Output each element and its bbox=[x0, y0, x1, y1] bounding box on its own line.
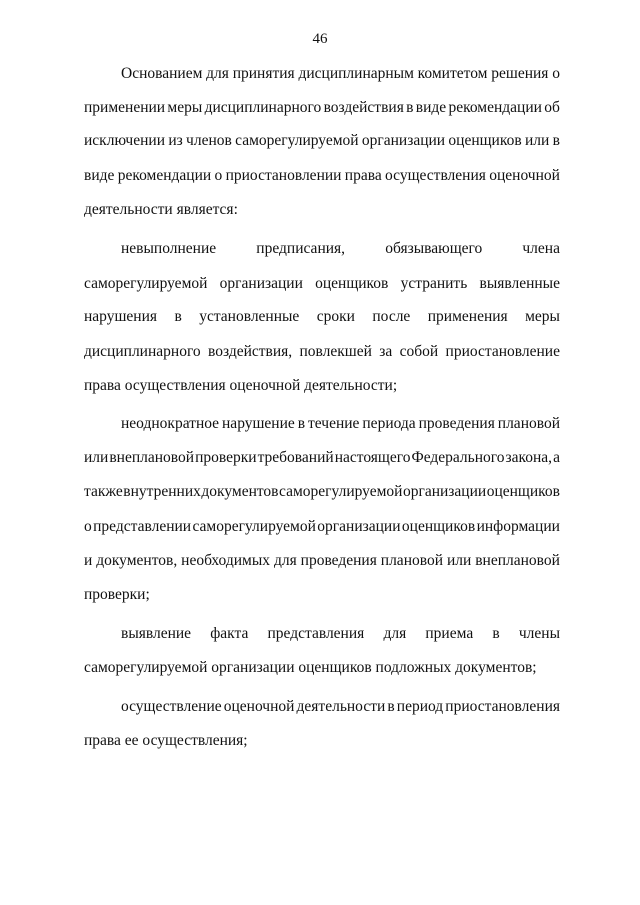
text-line: невыполнение предписания, обязывающего члена bbox=[121, 240, 560, 257]
text-line: о представлении саморегулируемой организации оценщиков информации bbox=[84, 518, 560, 535]
text-line: права осуществления оценочной деятельности; bbox=[84, 377, 398, 394]
text-line: выявление факта представления для приема в члены bbox=[121, 625, 560, 642]
text-line: проверки; bbox=[84, 586, 150, 603]
text-line: дисциплинарного воздействия, повлекшей за собой приостановление bbox=[84, 343, 560, 360]
text-line: саморегулируемой организации оценщиков подложных документов; bbox=[84, 659, 537, 676]
text-line: деятельности является: bbox=[84, 201, 238, 218]
text-line: саморегулируемой организации оценщиков устранить выявленные bbox=[84, 275, 560, 292]
text-line: и документов, необходимых для проведения плановой или внеплановой bbox=[84, 552, 560, 569]
text-line: или внеплановой проверки требований настоящего Федерального закона, а bbox=[84, 449, 560, 466]
text-line: исключении из членов саморегулируемой организации оценщиков или в bbox=[84, 132, 560, 149]
text-line: применении меры дисциплинарного воздействия в виде рекомендации об bbox=[84, 99, 560, 116]
text-line: права ее осуществления; bbox=[84, 732, 248, 749]
text-line: осуществление оценочной деятельности в период приостановления bbox=[121, 698, 560, 715]
text-line: нарушения в установленные сроки после применения меры bbox=[84, 308, 560, 325]
text-line: неоднократное нарушение в течение периода проведения плановой bbox=[121, 415, 560, 432]
text-line: также внутренних документов саморегулируемой организации оценщиков bbox=[84, 483, 560, 500]
page-number: 46 bbox=[312, 31, 328, 47]
text-line: Основанием для принятия дисциплинарным комитетом решения о bbox=[121, 65, 560, 82]
text-line: виде рекомендации о приостановлении права осуществления оценочной bbox=[84, 167, 560, 184]
